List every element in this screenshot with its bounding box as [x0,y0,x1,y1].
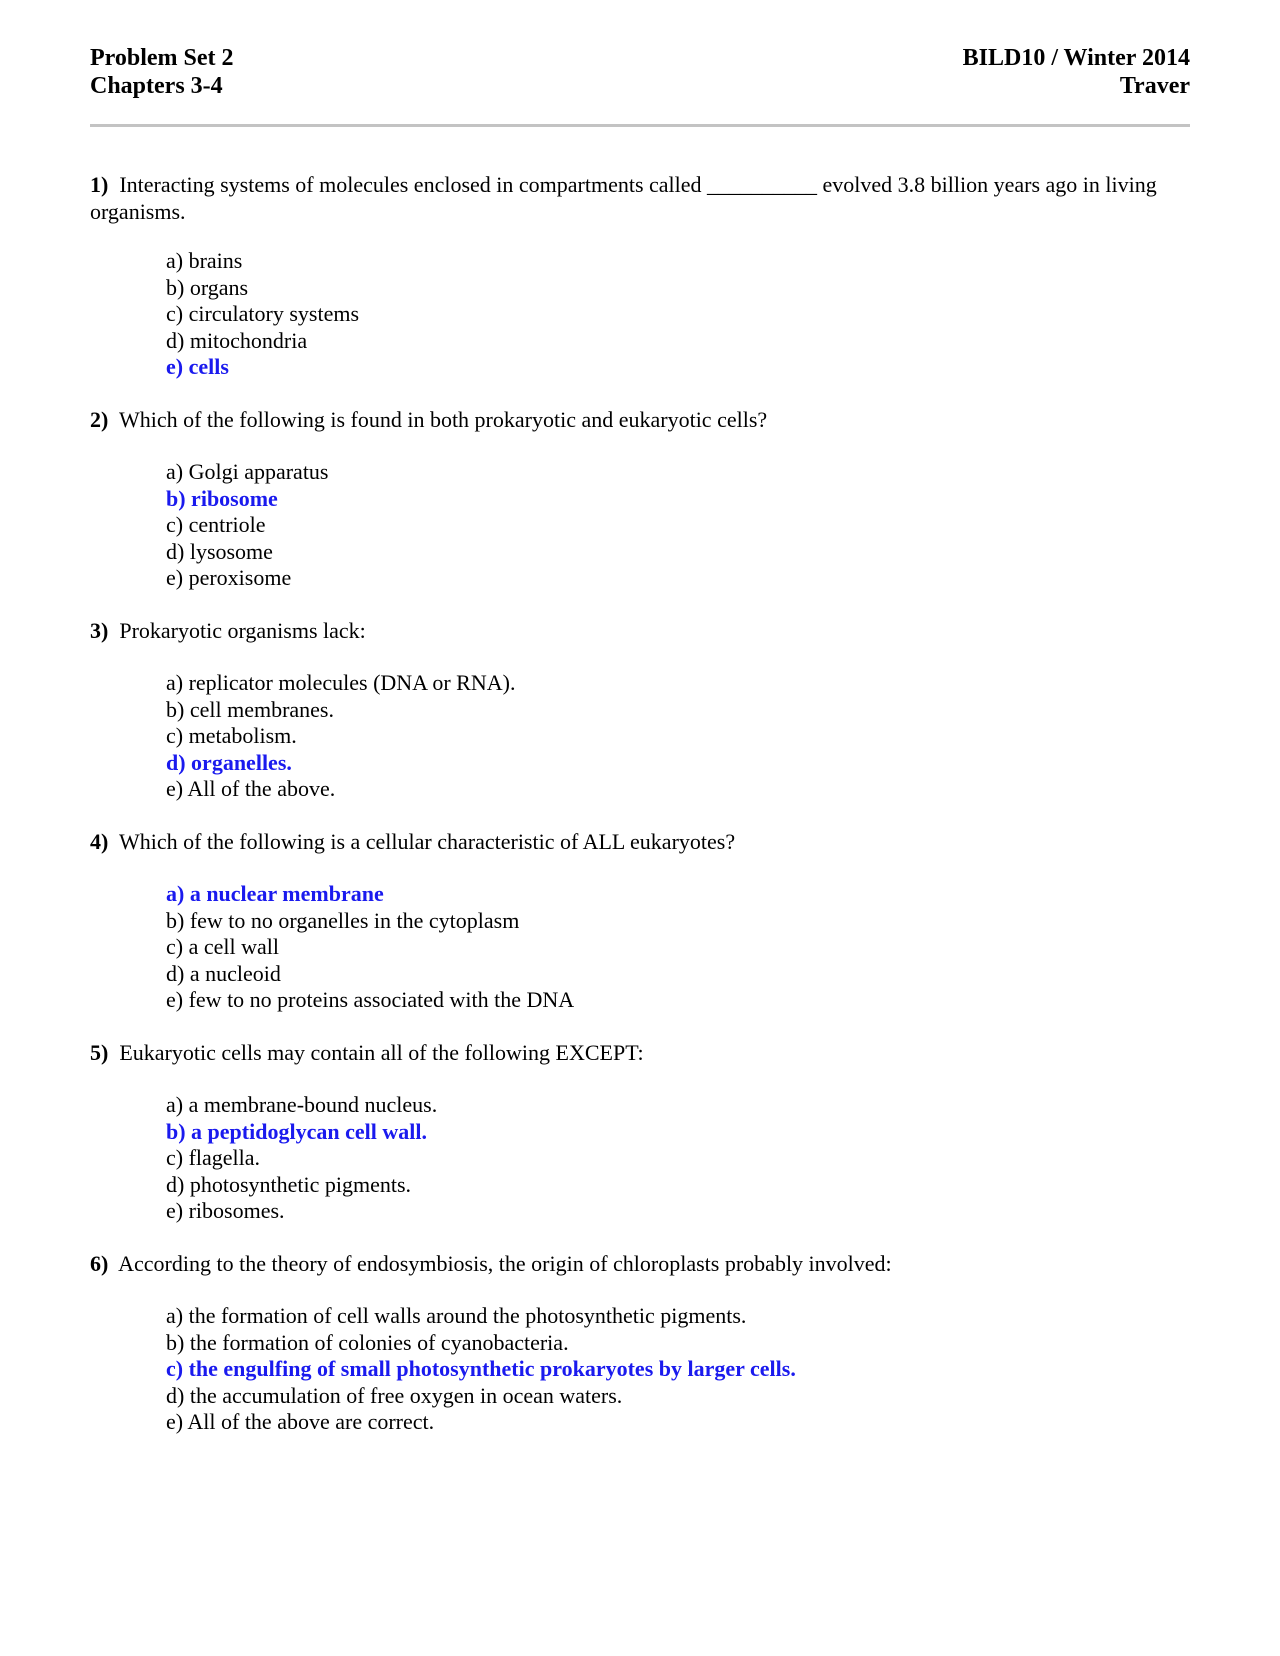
question-1 [90,172,1190,225]
question-1-options [166,248,359,381]
option: d) the accumulation of free oxygen in ocean waters. [166,1382,623,1408]
question-3-options [166,670,515,803]
option: d) lysosome [166,538,273,564]
option: d) photosynthetic pigments. [166,1171,412,1197]
option: b) cell membranes. [166,696,334,722]
correct-option: e) cells [166,354,229,379]
option: a) replicator molecules (DNA or RNA). [166,670,516,695]
page-header [90,44,1190,100]
correct-option: b) a peptidoglycan cell wall. [166,1118,427,1144]
header-divider [90,124,1190,127]
option: e) ribosomes. [166,1198,285,1223]
question-text: Which of the following is found in both prokaryotic and eukaryotic cells? [118,407,768,432]
question-text: Which of the following is a cellular characteristic of ALL eukaryotes? [118,829,736,854]
question-number: 2) [90,407,109,432]
question-4-options [166,881,574,1014]
option: c) a cell wall [166,934,279,959]
question-text: Prokaryotic organisms lack: [119,618,366,643]
option: e) All of the above. [166,776,336,801]
option: b) organs [166,274,249,300]
question-6-options [166,1303,796,1436]
question-number: 4) [90,829,109,854]
option: e) All of the above are correct. [166,1409,435,1434]
option: a) Golgi apparatus [166,459,329,484]
course-label: BILD10 / Winter 2014 [962,45,1190,71]
option: a) brains [166,248,243,273]
option: b) few to no organelles in the cytoplasm [166,907,520,933]
question-5 [90,1040,1190,1067]
correct-option: d) organelles. [166,749,292,775]
header-left [90,44,234,100]
header-right [963,44,1190,100]
question-text: Interacting systems of molecules enclosed in compartments called __________ evolved 3.8 billion years ago in living organisms. [90,172,1157,224]
option: c) circulatory systems [166,301,360,326]
correct-option: a) a nuclear membrane [166,881,384,906]
option: c) flagella. [166,1145,261,1170]
option: d) a nucleoid [166,960,281,986]
option: a) the formation of cell walls around the photosynthetic pigments. [166,1303,747,1328]
question-number: 3) [90,618,109,643]
question-text: Eukaryotic cells may contain all of the following EXCEPT: [119,1040,644,1065]
question-6 [90,1251,1190,1278]
question-2 [90,407,1190,434]
correct-option: b) ribosome [166,485,278,511]
chapters-label: Chapters 3-4 [90,73,223,99]
option: e) few to no proteins associated with the DNA [166,987,575,1012]
question-3 [90,618,1190,645]
option: a) a membrane-bound nucleus. [166,1092,438,1117]
question-2-options [166,459,329,592]
question-5-options [166,1092,437,1225]
question-text: According to the theory of endosymbiosis, the origin of chloroplasts probably involved: [118,1251,892,1276]
option: b) the formation of colonies of cyanobacteria. [166,1329,569,1355]
instructor-name: Traver [1119,73,1190,99]
option: e) peroxisome [166,565,292,590]
option: c) metabolism. [166,723,297,748]
problem-set-title: Problem Set 2 [90,45,234,71]
question-number: 6) [90,1251,109,1276]
option: d) mitochondria [166,327,308,353]
question-4 [90,829,1190,856]
option: c) centriole [166,512,266,537]
question-number: 5) [90,1040,109,1065]
correct-option: c) the engulfing of small photosynthetic prokaryotes by larger cells. [166,1356,796,1381]
question-number: 1) [90,172,109,197]
